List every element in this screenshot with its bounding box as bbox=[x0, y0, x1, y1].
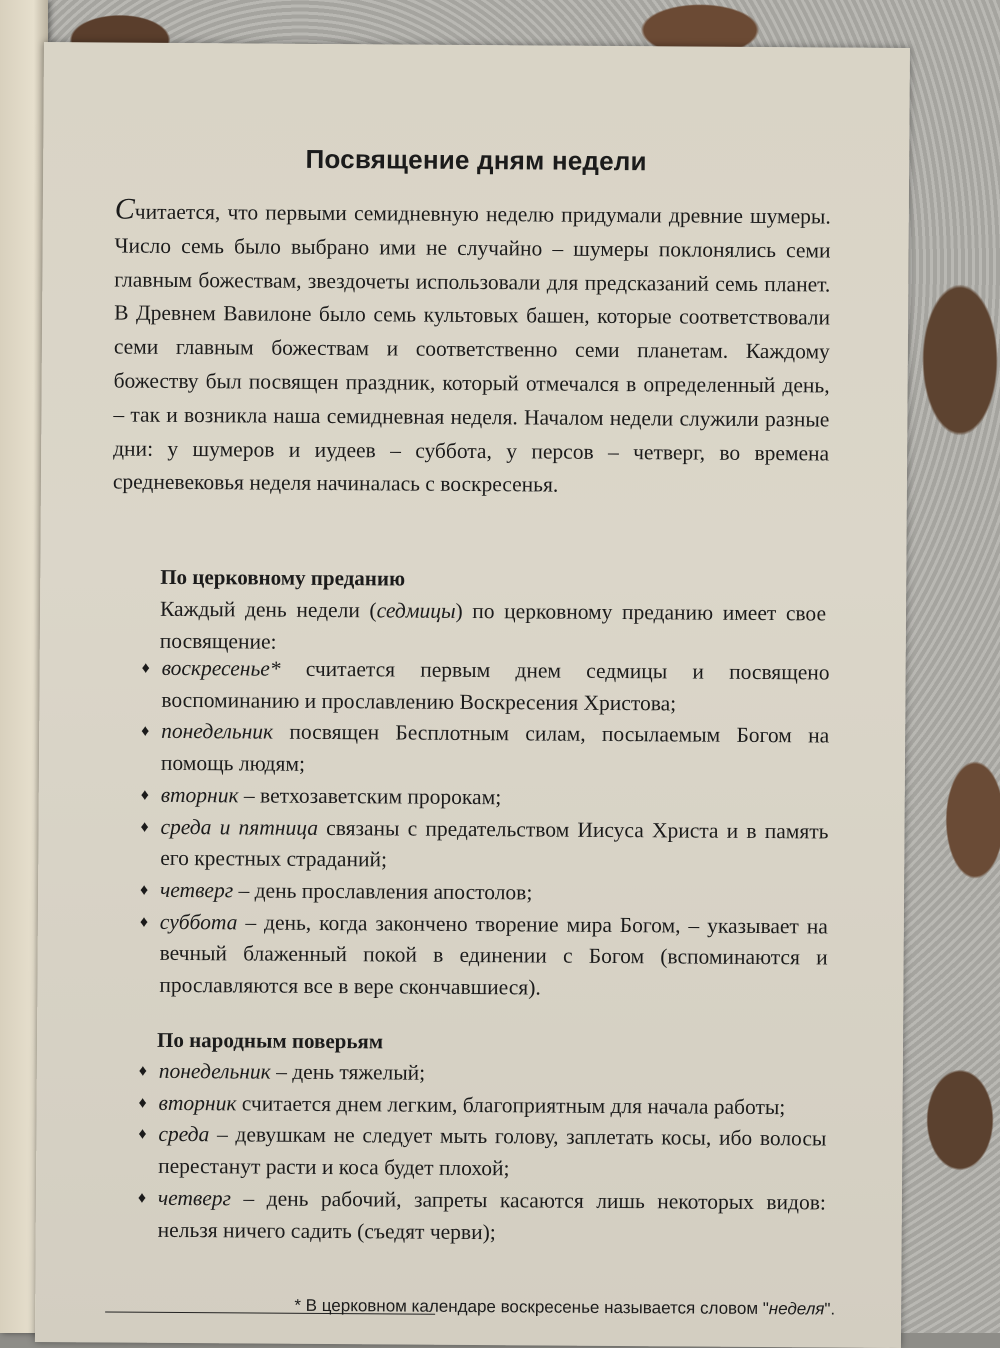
folk-list bbox=[136, 1056, 827, 1251]
diamond-bullet-icon: ♦ bbox=[140, 818, 149, 836]
diamond-bullet-icon: ♦ bbox=[140, 786, 149, 804]
item-text: – день прославления апостолов; bbox=[233, 878, 533, 905]
footnote-suffix: ". bbox=[824, 1299, 836, 1319]
item-term: четверг bbox=[160, 877, 234, 903]
church-intro-before: Каждый день недели ( bbox=[159, 596, 377, 623]
item-term: суббота bbox=[159, 909, 238, 934]
page-title: Посвящение дням недели bbox=[305, 143, 647, 177]
item-text: – день рабочий, запреты касаются лишь некоторых видов: нельзя ничего садить (съедят черви); bbox=[157, 1186, 827, 1244]
list-item bbox=[138, 811, 828, 879]
item-text: считается первым днем седмицы и посвящено воспоминанию и прославлению Воскресения Христова; bbox=[161, 656, 830, 716]
diamond-bullet-icon: ♦ bbox=[137, 1189, 147, 1207]
item-text: связаны с предательством Иисуса Христа и в память его крестных страданий; bbox=[160, 815, 829, 872]
church-intro-after: ) по церковному преданию имеет свое посвящение: bbox=[159, 598, 827, 654]
footnote-word: неделя bbox=[768, 1299, 825, 1319]
list-item bbox=[136, 1119, 826, 1187]
drop-cap: С bbox=[114, 192, 135, 226]
item-term: воскресенье* bbox=[161, 655, 281, 681]
church-list bbox=[137, 653, 829, 1007]
list-item bbox=[139, 653, 829, 721]
diamond-bullet-icon: ♦ bbox=[140, 881, 149, 899]
item-term: вторник bbox=[158, 1090, 237, 1116]
list-item bbox=[138, 875, 828, 912]
diamond-bullet-icon: ♦ bbox=[138, 1126, 147, 1144]
item-text: посвящен Бесплотным силам, посылаемым Богом на помощь людям; bbox=[160, 720, 830, 776]
list-item bbox=[136, 1182, 826, 1250]
list-item bbox=[139, 716, 829, 784]
item-term: четверг bbox=[157, 1185, 232, 1211]
list-item bbox=[136, 1087, 826, 1124]
diamond-bullet-icon: ♦ bbox=[141, 659, 150, 677]
book-page bbox=[35, 42, 910, 1348]
item-text: – ветхозаветским пророкам; bbox=[238, 783, 502, 810]
item-term: понедельник bbox=[158, 1058, 271, 1084]
item-text: – девушкам не следует мыть голову, заплетать косы, ибо волосы перестанут расти и коса будет плохой; bbox=[158, 1122, 827, 1181]
intro-text: читается, что первыми семидневную неделю придумали древние шумеры. Число семь было выбрано ими не случайно – шумеры поклонялись семи главным божествам, звездочеты использовали для предсказаний семь планет. В Древнем Вавилоне было семь культовых башен, которые соответствовали семи главным божествам и соответственно семи планетам. Каждому божеству был посвящен праздник, который отмечался в определенный день, – так и возникла наша семидневная неделя. Началом недели служили разные дни: у шумеров и иудеев – суббота, у персов – четверг, во времена средневековья неделя начиналась с воскресенья. bbox=[112, 199, 831, 497]
diamond-bullet-icon: ♦ bbox=[139, 913, 149, 931]
diamond-bullet-icon: ♦ bbox=[138, 1094, 147, 1112]
church-heading: По церковному преданию bbox=[160, 564, 406, 591]
item-term: понедельник bbox=[161, 719, 274, 745]
diamond-bullet-icon: ♦ bbox=[138, 1062, 148, 1080]
item-text: считается днем легким, благоприятным для начала работы; bbox=[236, 1091, 786, 1119]
item-text: – день, когда закончено творение мира Богом, – указывает на вечный блаженный покой в единении с Богом (вспоминаются и прославляются все в вере скончавшиеся). bbox=[159, 909, 828, 1000]
list-item bbox=[139, 779, 829, 816]
church-intro-term: седмицы bbox=[376, 598, 456, 623]
intro-paragraph bbox=[113, 192, 831, 504]
folk-heading: По народным поверьям bbox=[156, 1027, 384, 1054]
diamond-bullet-icon: ♦ bbox=[141, 723, 150, 741]
footnote bbox=[235, 1295, 835, 1319]
item-term: среда bbox=[158, 1122, 210, 1147]
list-item bbox=[137, 906, 828, 1006]
item-text: – день тяжелый; bbox=[270, 1059, 426, 1085]
church-intro bbox=[160, 593, 826, 662]
footnote-prefix: * В церковном календаре воскресенье называется словом " bbox=[294, 1295, 769, 1319]
item-term: среда и пятница bbox=[160, 814, 319, 840]
item-term: вторник bbox=[160, 782, 239, 808]
list-item bbox=[137, 1056, 827, 1093]
